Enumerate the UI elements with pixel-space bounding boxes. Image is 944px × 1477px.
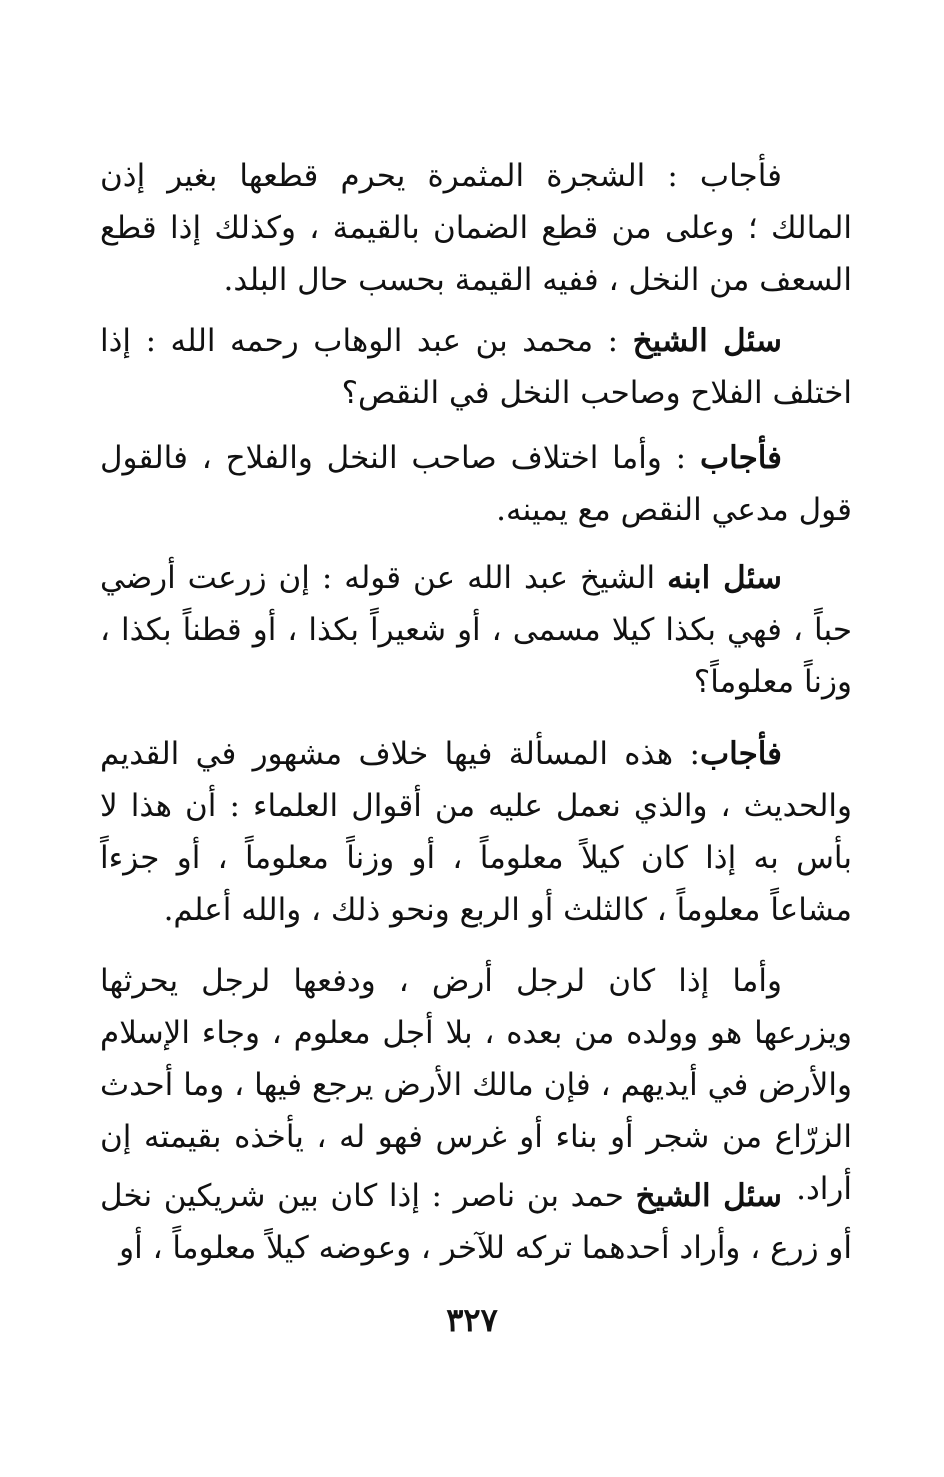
paragraph-5-text: : هذه المسألة فيها خلاف مشهور في القديم والحديث ، والذي نعمل عليه من أقوال العلماء : أن هذا لا بأس به إذا كان كيلاً معلوماً ، أو وزناً معلوماً ، أو جزءاً مشاعاً معلوماً ، كالثلث أو الربع ونحو ذلك ، والله أعلم. bbox=[100, 736, 852, 928]
page-number: ٣٢٧ bbox=[446, 1301, 498, 1339]
paragraph-2-text: : محمد بن عبد الوهاب رحمه الله : إذا اختلف الفلاح وصاحب النخل في النقص؟ bbox=[100, 323, 852, 411]
paragraph-3 bbox=[100, 432, 852, 536]
paragraph-1-text: فأجاب : الشجرة المثمرة يحرم قطعها بغير إذن المالك ؛ وعلى من قطع الضمان بالقيمة ، وكذلك إذا قطع السعف من النخل ، ففيه القيمة بحسب حال البلد. bbox=[100, 158, 852, 298]
paragraph-2 bbox=[100, 315, 852, 419]
paragraph-3-text: : وأما اختلاف صاحب النخل والفلاح ، فالقول قول مدعي النقص مع يمينه. bbox=[100, 440, 852, 528]
paragraph-3-lead: فأجاب bbox=[699, 440, 782, 476]
paragraph-6-text: وأما إذا كان لرجل أرض ، ودفعها لرجل يحرثها ويزرعها هو وولده من بعده ، بلا أجل معلوم ، وجاء الإسلام والأرض في أيديهم ، فإن مالك الأرض يرجع فيها ، وما أحدث الزرّاع من شجر أو بناء أو غرس فهو له ، يأخذه بقيمته إن أراد. bbox=[100, 963, 852, 1207]
paragraph-4 bbox=[100, 552, 852, 708]
paragraph-7-lead: سئل الشيخ bbox=[635, 1178, 782, 1214]
paragraph-4-lead: سئل ابنه bbox=[667, 560, 782, 596]
paragraph-2-lead: سئل الشيخ bbox=[632, 323, 782, 359]
paragraph-1 bbox=[100, 150, 852, 306]
paragraph-7-text: حمد بن ناصر : إذا كان بين شريكين نخل أو زرع ، وأراد أحدهما تركه للآخر ، وعوضه كيلاً معلوماً ، أو bbox=[100, 1178, 852, 1266]
paragraph-7 bbox=[100, 1170, 852, 1274]
paragraph-4-text: الشيخ عبد الله عن قوله : إن زرعت أرضي حباً ، فهي بكذا كيلا مسمى ، أو شعيراً بكذا ، أو قطناً بكذا ، وزناً معلوماً؟ bbox=[100, 560, 852, 700]
paragraph-5-lead: فأجاب bbox=[699, 736, 782, 772]
paragraph-5 bbox=[100, 728, 852, 936]
